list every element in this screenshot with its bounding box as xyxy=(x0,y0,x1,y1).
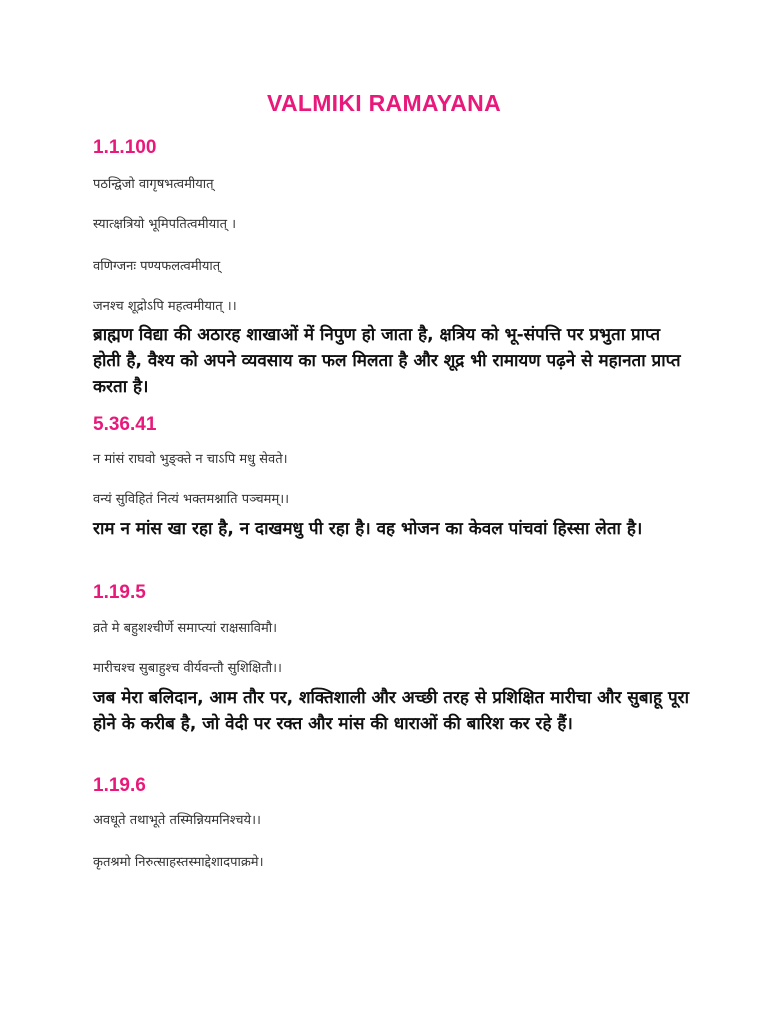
hindi-translation: ब्राह्मण विद्या की अठारह शाखाओं में निपुण हो जाता है, क्षत्रिय को भू-संपत्ति पर प्रभुता प्राप्त होती है, वैश्य को अपने व्यवसाय का फल मिलता है और शूद्र भी रामायण पढ़ने से महानता प्राप्त करता है। xyxy=(93,325,681,397)
verse-number: 1.19.6 xyxy=(93,775,146,796)
sanskrit-line: पठन्द्विजो वागृषभत्वमीयात् xyxy=(93,177,214,192)
sanskrit-line: व्रते मे बहुशश्चीर्णे समाप्त्यां राक्षसाविमौ। xyxy=(93,621,278,636)
verse-number: 1.19.5 xyxy=(93,582,146,603)
sanskrit-line: न मांसं राघवो भुङ्क्ते न चाऽपि मधु सेवते। xyxy=(93,452,288,467)
sanskrit-line: मारीचश्च सुबाहुश्च वीर्यवन्तौ सुशिक्षितौ।। xyxy=(93,661,282,676)
hindi-translation: राम न मांस खा रहा है, न दाखमधु पी रहा है। वह भोजन का केवल पांचवां हिस्सा लेता है। xyxy=(93,519,643,539)
sanskrit-line: वणिग्जनः पण्यफलत्वमीयात् xyxy=(93,259,221,274)
sanskrit-line: अवधूते तथाभूते तस्मिन्नियमनिश्चये।। xyxy=(93,813,261,828)
hindi-translation: जब मेरा बलिदान, आम तौर पर, शक्तिशाली और अच्छी तरह से प्रशिक्षित मारीचा और सुबाहू पूरा होने के करीब है, जो वेदी पर रक्त और मांस की धाराओं की बारिश कर रहे हैं। xyxy=(93,688,689,734)
sanskrit-line: कृतश्रमो निरुत्साहस्तस्माद्देशादपाक्रमे। xyxy=(93,855,264,870)
sanskrit-line: स्यात्क्षत्रियो भूमिपतित्वमीयात् । xyxy=(93,217,237,232)
sanskrit-line: वन्यं सुविहितं नित्यं भक्तमश्नाति पञ्चमम्।। xyxy=(93,492,290,507)
sanskrit-line: जनश्च शूद्रोऽपि महत्वमीयात् ।। xyxy=(93,299,237,314)
verse-number: 5.36.41 xyxy=(93,414,157,435)
page-title: VALMIKI RAMAYANA xyxy=(267,90,501,116)
verse-number: 1.1.100 xyxy=(93,137,157,158)
